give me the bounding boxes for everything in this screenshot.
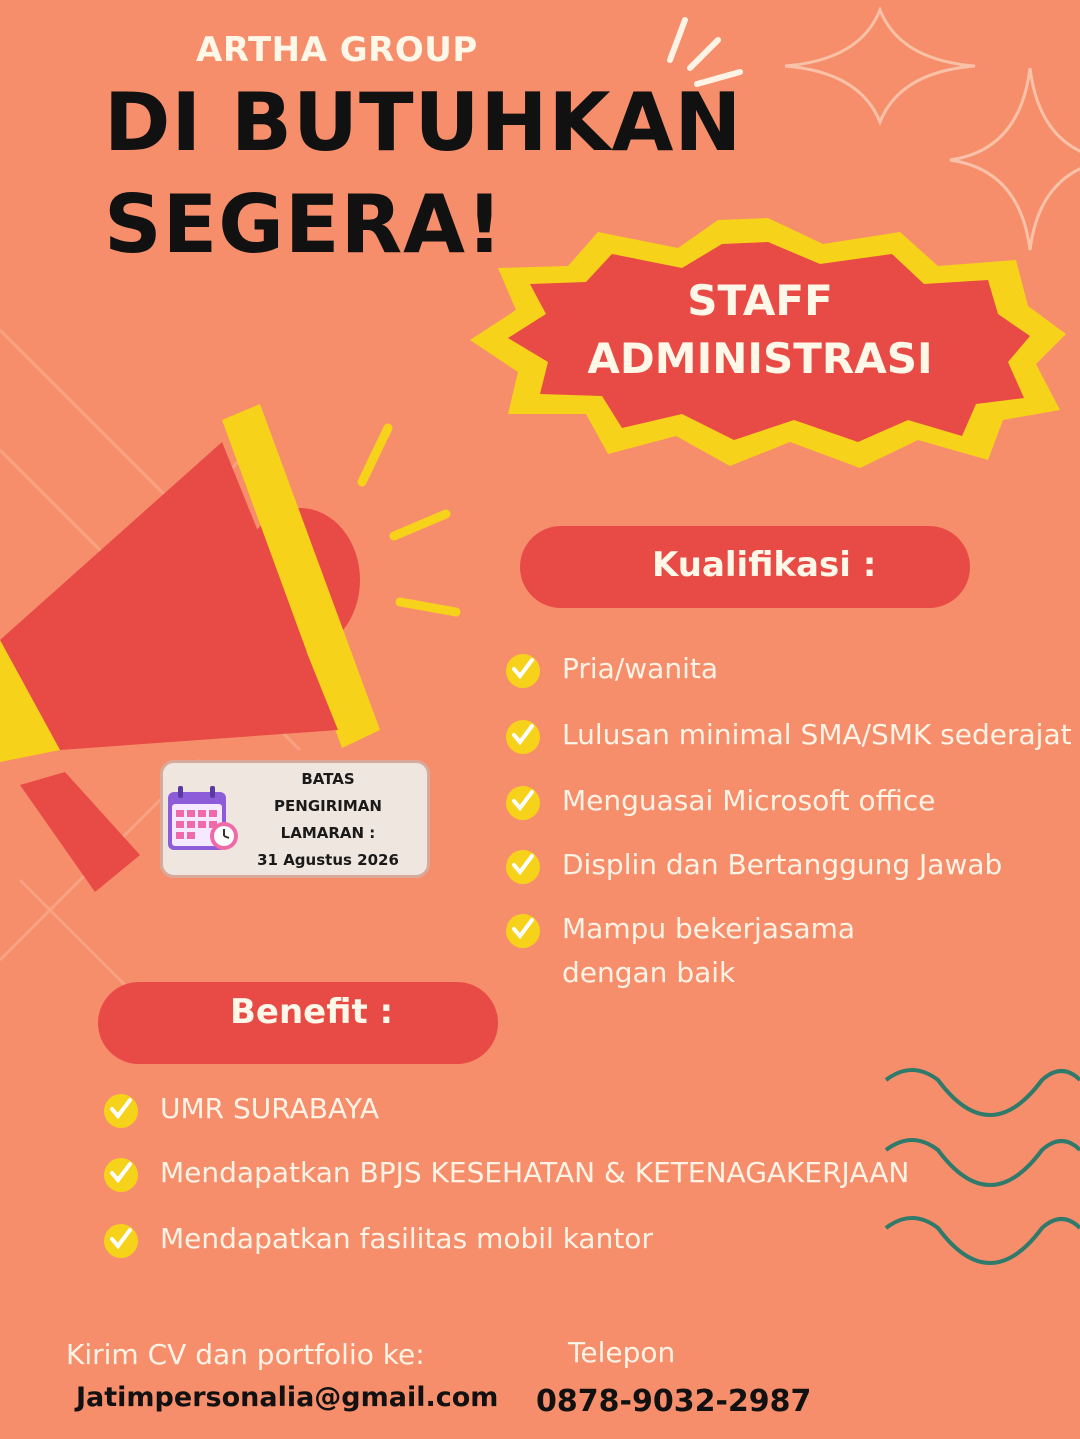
phone-label: Telepon bbox=[568, 1336, 676, 1369]
company-name: ARTHA GROUP bbox=[196, 30, 478, 70]
position-title-line-2: ADMINISTRASI bbox=[587, 334, 933, 383]
position-title-line-1: STAFF bbox=[687, 276, 833, 325]
calendar-clock-icon bbox=[162, 780, 244, 860]
burst-lines-decoration bbox=[670, 20, 740, 84]
deadline-date: 31 Agustus 2026 bbox=[257, 851, 399, 869]
email-address[interactable]: Jatimpersonalia@gmail.com bbox=[76, 1382, 499, 1413]
check-icon bbox=[506, 720, 540, 754]
phone-number[interactable]: 0878-9032-2987 bbox=[536, 1384, 812, 1419]
check-icon bbox=[104, 1158, 138, 1192]
check-icon bbox=[506, 654, 540, 688]
qualification-item: Pria/wanita bbox=[562, 652, 718, 685]
check-icon bbox=[506, 786, 540, 820]
deadline-label-line-1: BATAS bbox=[301, 770, 355, 788]
check-icon bbox=[506, 914, 540, 948]
check-icon bbox=[104, 1094, 138, 1128]
benefit-item: UMR SURABAYA bbox=[160, 1092, 380, 1125]
deadline-label-line-2: PENGIRIMAN bbox=[274, 797, 382, 815]
benefit-item: Mendapatkan fasilitas mobil kantor bbox=[160, 1222, 653, 1255]
headline-line-1: DI BUTUHKAN bbox=[104, 76, 743, 169]
email-label: Kirim CV dan portfolio ke: bbox=[66, 1338, 425, 1371]
check-icon bbox=[506, 850, 540, 884]
qualification-item: Lulusan minimal SMA/SMK sederajat bbox=[562, 718, 1072, 751]
deadline-label-line-3: LAMARAN : bbox=[280, 824, 376, 842]
qualification-item: Mampu bekerjasama bbox=[562, 912, 856, 945]
benefits-title: Benefit : bbox=[230, 992, 394, 1032]
qualification-item: Displin dan Bertanggung Jawab bbox=[562, 848, 1003, 881]
qualifications-title: Kualifikasi : bbox=[652, 545, 877, 585]
qualification-item: Menguasai Microsoft office bbox=[562, 784, 936, 817]
headline-line-2: SEGERA! bbox=[104, 178, 504, 271]
check-icon bbox=[104, 1224, 138, 1258]
benefit-item: Mendapatkan BPJS KESEHATAN & KETENAGAKERJAAN bbox=[160, 1156, 910, 1189]
qualification-item-continued: dengan baik bbox=[562, 956, 736, 989]
wave-decoration bbox=[886, 1070, 1080, 1263]
